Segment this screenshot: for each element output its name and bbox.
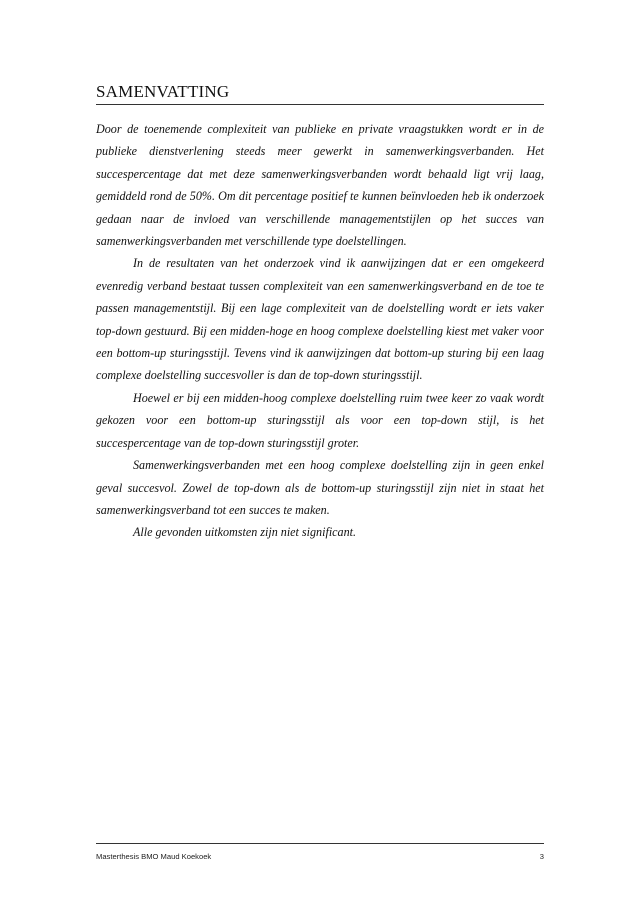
paragraph-results: In de resultaten van het onderzoek vind ik aanwijzingen dat er een omgekeerd evenredig verband bestaat tussen complexiteit van een samenwerkingsverband en de toe te passen managementstijl. Bij een lage complexiteit van de doelstelling wordt er iets vaker top-down gestuurd. Bij een midden-hoge en hoog complexe doelstelling kiest met vaker voor een bottom-up sturingsstijl. Tevens vind ik aanwijzingen dat bottom-up sturing bij een laag complexe doelstelling succesvoller is dan de top-down sturingsstijl. (96, 256, 544, 383)
section-heading: SAMENVATTING (96, 81, 544, 105)
paragraph-mid-high: Hoewel er bij een midden-hoog complexe doelstelling ruim twee keer zo vaak wordt gekozen voor een bottom-up sturingsstijl als voor een top-down stijl, is het succespercentage van de top-down sturingsstijl groter. (96, 390, 544, 450)
footer-title: Masterthesis BMO Maud Koekoek (96, 852, 212, 861)
paragraph-high: Samenwerkingsverbanden met een hoog complexe doelstelling zijn in geen enkel geval succesvol. Zowel de top-down als de bottom-up sturingsstijl zijn niet in staat het samenwerkingsverband tot een succes te maken. (96, 458, 544, 517)
footer-divider (96, 843, 544, 844)
paragraph-intro: Door de toenemende complexiteit van publieke en private vraagstukken wordt er in de publieke dienstverlening steeds meer gewerkt in samenwerkingsverbanden. Het succespercentage dat met deze samenwerkingsverbanden wordt behaald ligt vrij laag, gemiddeld rond de 50%. Om dit percentage positief te kunnen beïnvloeden heb ik onderzoek gedaan naar de invloed van verschillende managementstijlen op het succes van samenwerkingsverbanden met verschillende type doelstellingen. (96, 122, 544, 249)
summary-body (96, 118, 544, 544)
paragraph-significance: Alle gevonden uitkomsten zijn niet significant. (133, 525, 357, 540)
page-number: 3 (539, 852, 544, 861)
